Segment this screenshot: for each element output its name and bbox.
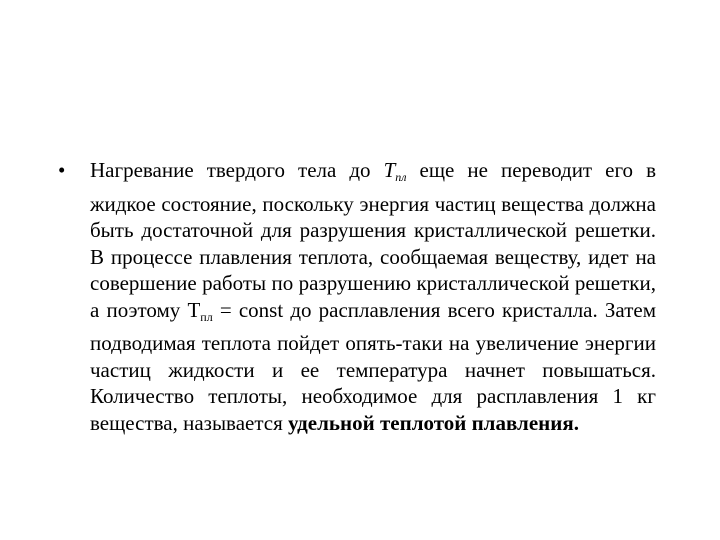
melting-temp-symbol-2: [187, 298, 212, 322]
text-part-2: еще не переводит его в жидкое состояние, поскольку энергия частиц вещества должна быть достаточной для разрушения кристаллической решетки. В процессе плавления теплота, сообщаемая веществу, идет на совершение работы по разрушению кристаллической решетки, а поэтому: [90, 158, 656, 322]
text-part-3: = const до расплавления всего кристалла. Затем подводимая теплота пойдет опять-таки на увеличение энергии частиц жидкости и ее температура начнет повышаться. Количество теплоты, необходимое для расплавления 1 кг вещества, называется: [90, 297, 656, 435]
bullet-item: [58, 157, 658, 436]
bold-term: удельной теплотой плавления.: [288, 410, 579, 435]
bullet-paragraph: [90, 157, 656, 436]
melting-temp-symbol-2-main: Т: [187, 297, 201, 322]
bullet-marker: •: [58, 158, 66, 182]
text-part-1: Нагревание твердого тела до: [90, 158, 384, 182]
melting-temp-symbol-sub: пл: [395, 170, 407, 184]
melting-temp-symbol-main: T: [383, 158, 396, 182]
melting-temp-symbol-2-sub: пл: [200, 309, 213, 324]
melting-temp-symbol: [384, 158, 407, 182]
